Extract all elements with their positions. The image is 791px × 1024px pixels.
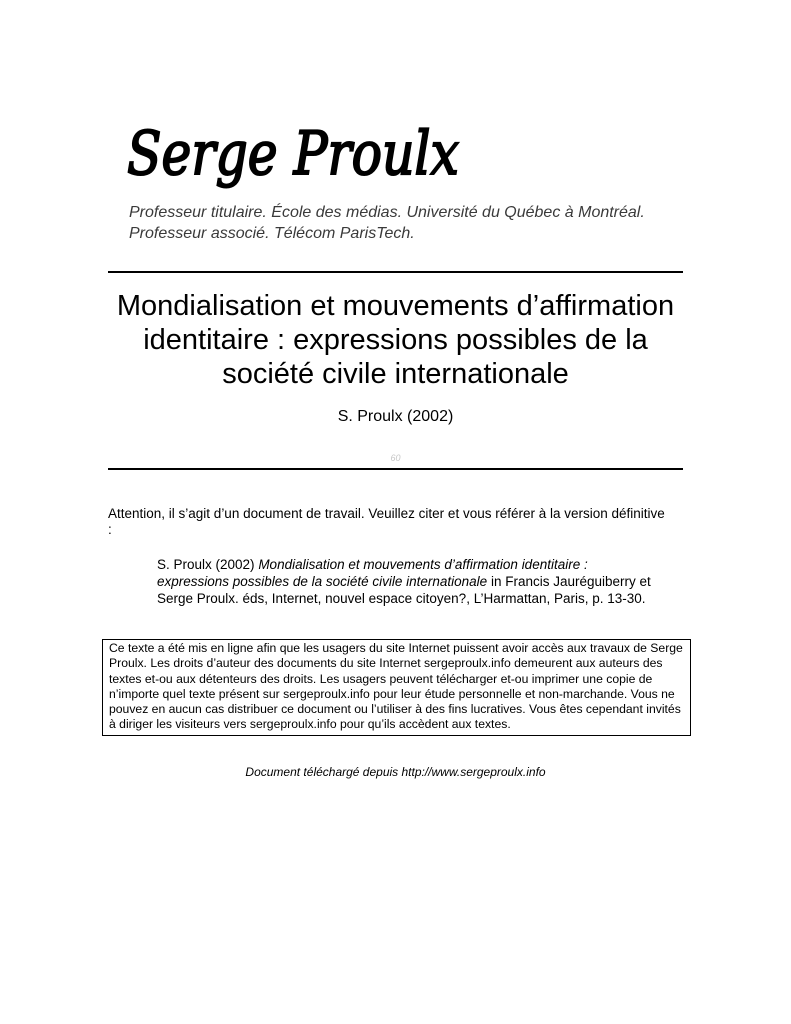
download-source-footer: Document téléchargé depuis http://www.sergeproulx.info — [245, 765, 546, 779]
top-rule — [108, 271, 683, 273]
affiliation-line-2: Professeur associé. Télécom ParisTech. — [129, 225, 415, 242]
byline: S. Proulx (2002) — [337, 408, 454, 425]
citation-title: Mondialisation et mouvements d’affirmation identitaire : expressions possibles de la société civile internationale — [157, 557, 588, 589]
page-number: 60 — [390, 453, 401, 463]
citation-author: S. Proulx (2002) — [157, 557, 255, 572]
document-title: Mondialisation et mouvements d’affirmation identitaire : expressions possibles de la société civile internationale — [116, 290, 675, 390]
signature-logo — [127, 112, 467, 204]
citation-rest: in Francis Jauréguiberry et Serge Proulx. éds, Internet, nouvel espace citoyen?, L’Harmattan, Paris, p. 13-30. — [157, 574, 651, 606]
copyright-notice-box: Ce texte a été mis en ligne afin que les usagers du site Internet puissent avoir accès aux travaux de Serge Proulx. Les droits d’auteur des documents du site Internet sergeproulx.info demeurent aux auteurs des textes et-ou aux détenteurs des droits. Les usagers peuvent télécharger et-ou imprimer une copie de n’importe quel texte présent sur sergeproulx.info pour leur étude personnelle et non-marchande. Vous ne pouvez en aucun cas distribuer ce document ou l’utiliser à des fins lucratives. Vous êtes cependant invités à diriger les visiteurs vers sergeproulx.info pour qu’ils accèdent aux textes. — [102, 639, 691, 736]
svg-text:Serge Proulx: Serge Proulx — [127, 119, 459, 189]
attention-notice: Attention, il s’agit d’un document de travail. Veuillez citer et vous référer à la version définitive : — [108, 506, 665, 537]
affiliation-line-1: Professeur titulaire. École des médias. Université du Québec à Montréal. — [129, 204, 645, 221]
bottom-rule — [108, 468, 683, 470]
citation — [157, 556, 657, 607]
header-logo — [127, 112, 687, 252]
